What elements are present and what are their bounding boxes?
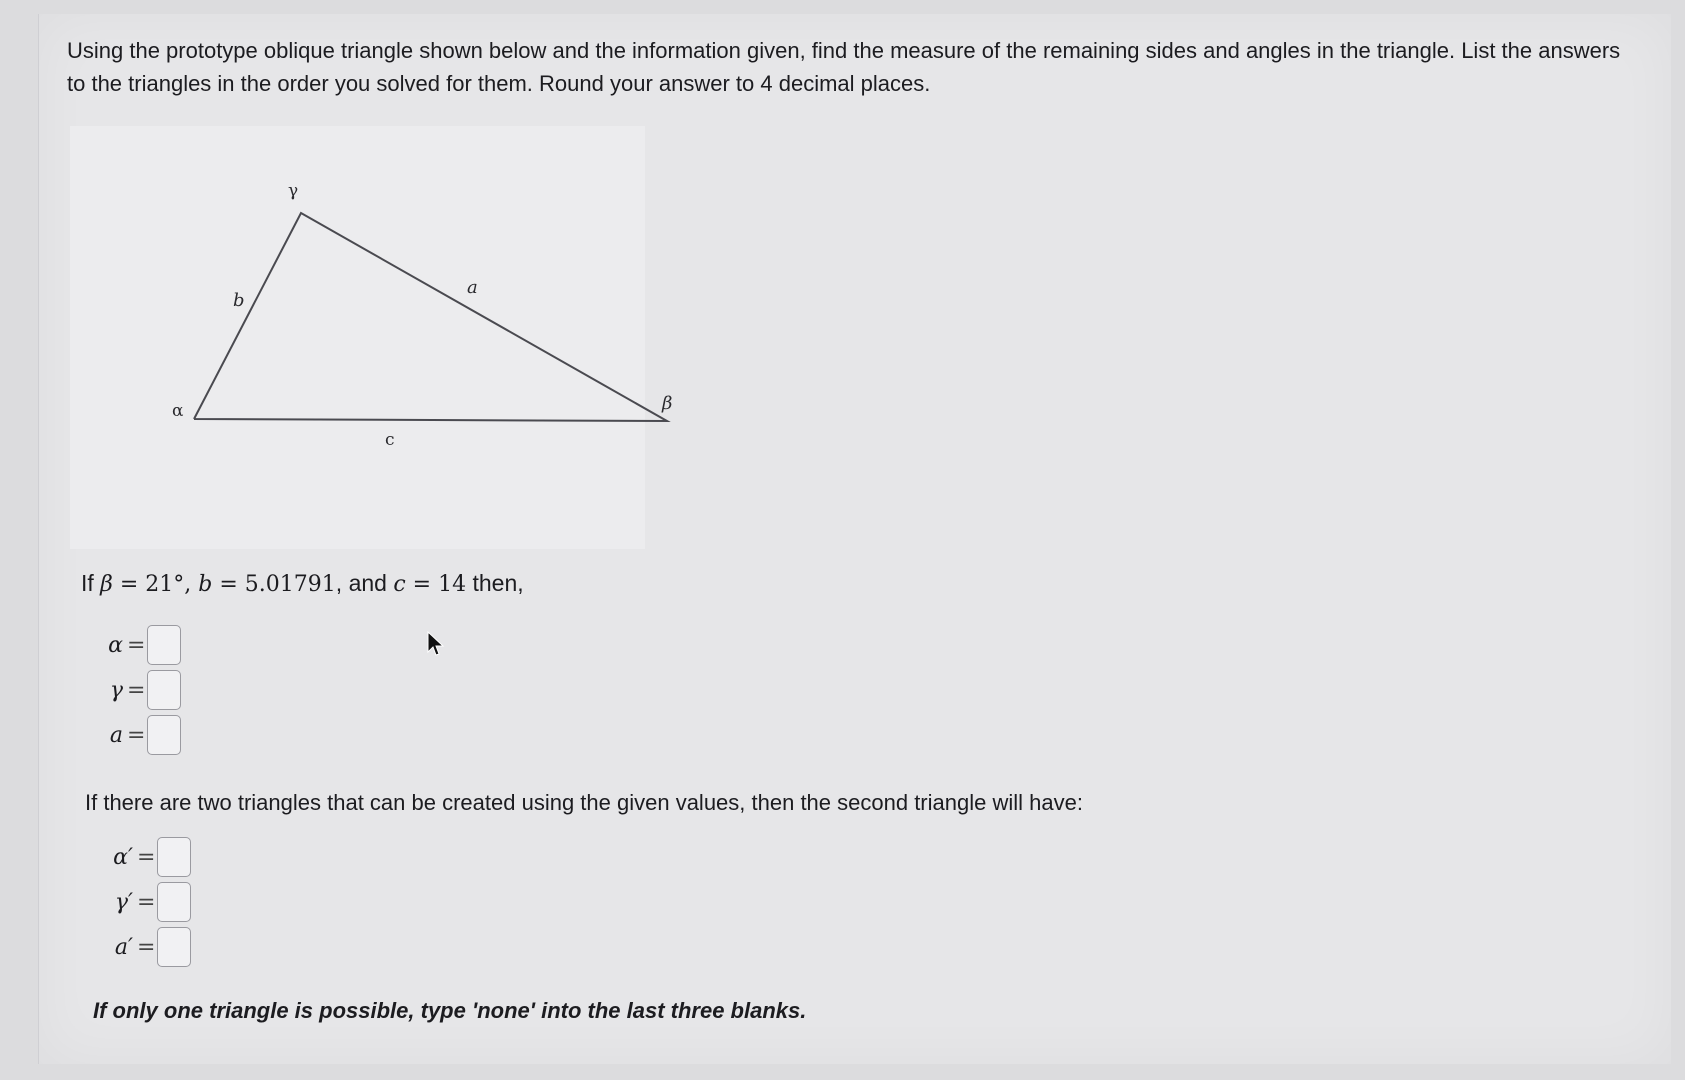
triangle-diagram [70, 126, 673, 549]
label-beta: β [662, 393, 673, 414]
answer-row-alpha [83, 624, 181, 666]
label-alpha: α [172, 401, 184, 421]
answer-row-gamma [83, 669, 181, 711]
label-gamma: γ [288, 181, 299, 201]
equals-sign: = [137, 934, 156, 960]
question-instructions: Using the prototype oblique triangle shown below and the information given, find the measure of the remaining sides and angles in the triangle. List the answers to the triangles in the order you solved for them. Round your answer to 4 decimal places. [67, 38, 1621, 96]
given-prefix: If [81, 570, 101, 596]
mouse-pointer-icon [427, 631, 445, 659]
equals-sign: = [127, 722, 146, 748]
label-c: c [385, 430, 395, 450]
answer-label-gamma: γ [109, 677, 123, 703]
equals-sign: = [137, 889, 156, 915]
one-triangle-note: If only one triangle is possible, type 'none' into the last three blanks. [93, 998, 807, 1023]
given-beta-symbol: β [100, 572, 113, 597]
answer-row-a-prime [93, 926, 191, 968]
answer-row-alpha-prime [93, 836, 191, 878]
given-values [81, 570, 524, 597]
answer-row-a [83, 714, 181, 756]
equals-sign: = [127, 632, 146, 658]
gamma-answer-input[interactable] [147, 670, 181, 710]
answer-label-alpha-prime: α′ [113, 844, 133, 870]
a-prime-answer-input[interactable] [157, 927, 191, 967]
answer-label-gamma-prime: γ′ [114, 889, 133, 915]
given-b-value: = 5.01791 [212, 572, 336, 597]
alpha-prime-answer-input[interactable] [157, 837, 191, 877]
triangle-outline [194, 213, 667, 421]
second-triangle-intro: If there are two triangles that can be created using the given values, then the second triangle will have: [85, 790, 1083, 815]
a-answer-input[interactable] [147, 715, 181, 755]
gamma-prime-answer-input[interactable] [157, 882, 191, 922]
given-suffix: then, [466, 570, 524, 596]
given-beta-value: = 21°, [112, 572, 199, 597]
alpha-answer-input[interactable] [147, 625, 181, 665]
given-and: , and [335, 570, 394, 596]
answer-label-alpha: α [108, 632, 123, 658]
given-c-symbol: c [393, 572, 406, 597]
given-b-symbol: b [198, 572, 213, 597]
label-a: a [467, 277, 478, 298]
answer-row-gamma-prime [93, 881, 191, 923]
label-b: b [233, 290, 245, 311]
given-c-value: = 14 [405, 572, 467, 597]
equals-sign: = [137, 844, 156, 870]
equals-sign: = [127, 677, 146, 703]
answer-label-a-prime: a′ [114, 934, 133, 960]
answer-label-a: a [109, 722, 123, 748]
triangle-figure [70, 126, 673, 549]
